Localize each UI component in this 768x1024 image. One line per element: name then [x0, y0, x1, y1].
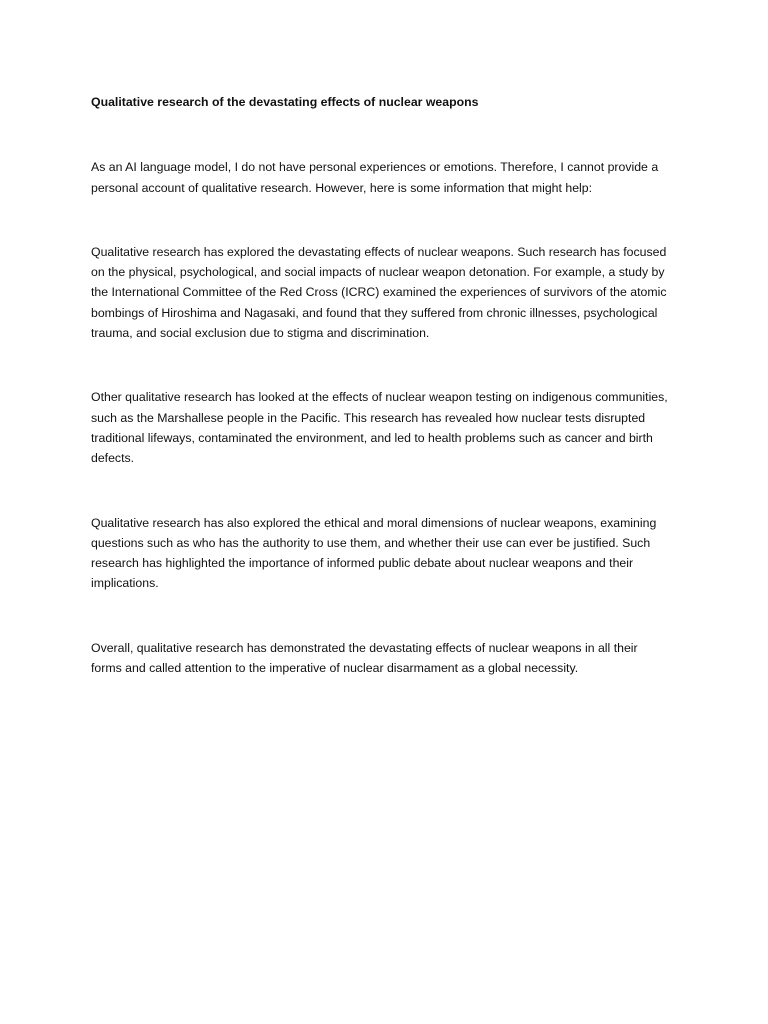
paragraph-conclusion: Overall, qualitative research has demonstrated the devastating effects of nuclear weapons in all their forms and called attention to the imperative of nuclear disarmament as a global necessity. [91, 640, 638, 676]
paragraph-intro: As an AI language model, I do not have personal experiences or emotions. Therefore, I cannot provide a personal account of qualitative research. However, here is some information that might help: [91, 160, 659, 195]
document-title: Qualitative research of the devastating effects of nuclear weapons [91, 95, 479, 109]
paragraph-ethics: Qualitative research has also explored the ethical and moral dimensions of nuclear weapons, examining questions such as who has the authority to use them, and whether their use can ever be justified. Such research has highlighted the importance of informed public debate about nuclear weapons and their implications. [91, 515, 657, 591]
paragraph-testing: Other qualitative research has looked at the effects of nuclear weapon testing on indigenous communities, such as the Marshallese people in the Pacific. This research has revealed how nuclear tests disrupted traditional lifeways, contaminated the environment, and led to health problems such as cancer and birth defects. [91, 390, 668, 466]
paragraph-effects: Qualitative research has explored the devastating effects of nuclear weapons. Such research has focused on the physical, psychological, and social impacts of nuclear weapon detonation. For example, a study by the International Committee of the Red Cross (ICRC) examined the experiences of survivors of the atomic bombings of Hiroshima and Nagasaki, and found that they suffered from chronic illnesses, psychological trauma, and social exclusion due to stigma and discrimination. [91, 244, 667, 341]
document-body [91, 92, 671, 678]
